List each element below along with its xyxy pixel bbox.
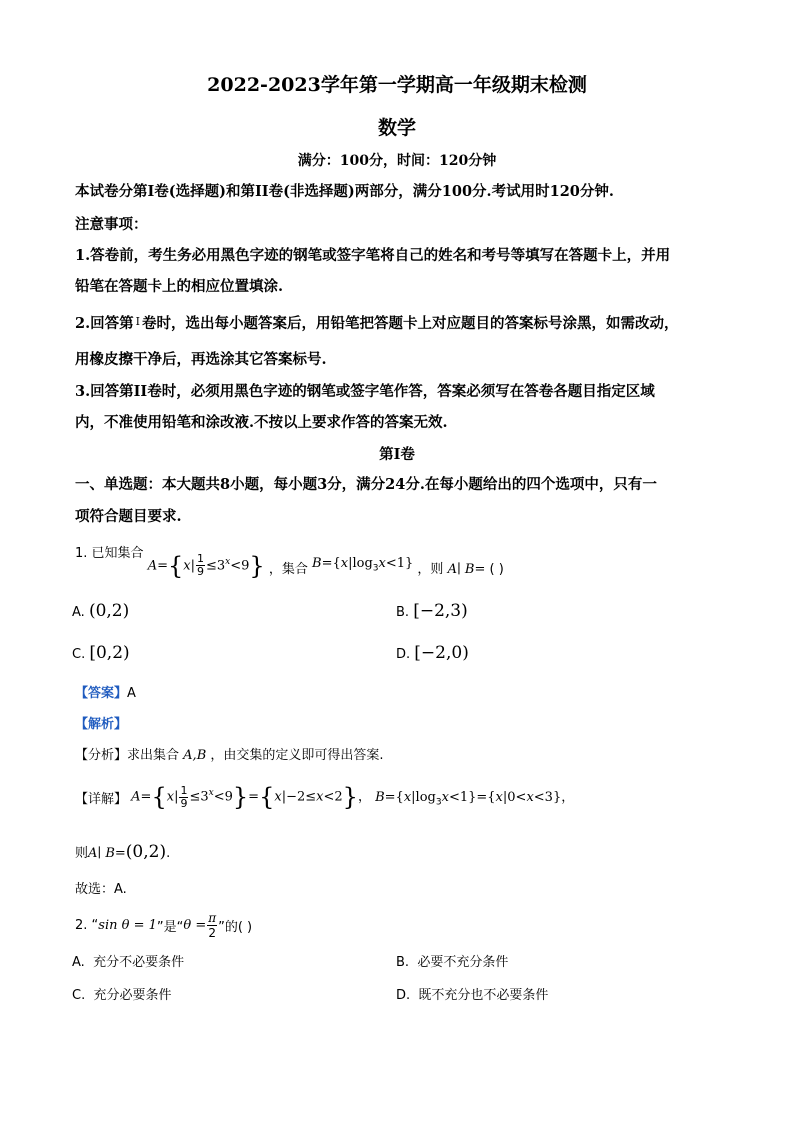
option-value: [−2,0) <box>414 643 469 663</box>
q1-option-c[interactable] <box>72 643 130 663</box>
q2-option-c[interactable] <box>72 984 172 1003</box>
option-value: [−2,3) <box>413 601 468 621</box>
q2-option-b[interactable] <box>396 951 508 970</box>
notice-1b: 铅笔在答题卡上的相应位置填涂. <box>75 278 284 295</box>
option-letter: D. <box>396 647 411 662</box>
q2-suffix: ”的( ) <box>218 920 253 935</box>
notice-2a <box>75 312 679 333</box>
q1-mid: ，集合 <box>268 562 308 577</box>
fenxi-label: 【分析】 <box>75 748 128 763</box>
option-letter: A. <box>72 955 85 970</box>
option-value: 充分必要条件 <box>93 988 172 1003</box>
q2-prefix: 2. “ <box>75 918 99 933</box>
q2-cond2-lhs: θ = <box>183 918 207 933</box>
q1-suffix: ，则 <box>417 562 444 577</box>
fenxi-pre: 求出集合 <box>127 748 180 763</box>
subject-title: 数学 <box>377 117 416 139</box>
q1-option-d[interactable] <box>396 643 469 663</box>
fenxi-post: ，由交集的定义即可得出答案. <box>210 748 384 763</box>
notice-2b: 用橡皮擦干净后，再选涂其它答案标号. <box>75 351 327 368</box>
notice-1a: 1.答卷前，考生务必用黑色字迹的钢笔或签字笔将自己的姓名和考号等填写在答题卡上，并用 <box>75 247 671 264</box>
q2-frac-num: π <box>208 911 217 925</box>
question-2 <box>75 911 252 940</box>
exam-meta: 满分：100分，时间：120分钟 <box>297 153 497 169</box>
option-letter: B. <box>396 955 410 970</box>
notice-2a-pre: 2.回答第 <box>75 315 134 332</box>
option-letter: B. <box>396 605 410 620</box>
intro-line: 本试卷分第I卷(选择题)和第II卷(非选择题)两部分，满分100分.考试用时120分钟. <box>75 183 614 200</box>
q2-option-a[interactable] <box>72 951 184 970</box>
intersection-expr: A∣ B= <box>447 562 486 577</box>
set-b-definition: $B=\{x|\log_3x<1\}$ <box>312 556 414 574</box>
page-title: 2022-2023学年第一学期高一年级期末检测 <box>207 74 587 96</box>
answer-line <box>75 682 136 701</box>
q2-cond2-frac <box>207 911 217 940</box>
fenxi-line <box>75 744 384 763</box>
fenxi-vars: A,B <box>183 748 207 763</box>
option-value: (0,2) <box>88 601 130 621</box>
q2-frac-den: 2 <box>208 926 216 940</box>
option-letter: A. <box>72 605 85 620</box>
notice-3a: 3.回答第II卷时，必须用黑色字迹的钢笔或签字笔作答，答案必须写在答卷各题目指定区域 <box>75 383 655 400</box>
q1-prefix: 1. 已知集合 <box>75 546 144 561</box>
answer-label: 【答案】 <box>75 686 128 701</box>
choose-line: 故选：A. <box>75 882 127 897</box>
conclusion-value: (0,2) <box>125 842 167 862</box>
analysis-label: 【解析】 <box>75 717 128 732</box>
option-value: 既不充分也不必要条件 <box>418 988 549 1003</box>
q2-mid: ”是“ <box>156 920 184 935</box>
q1-option-b[interactable] <box>396 601 468 621</box>
q1-paren: ( ) <box>489 562 504 577</box>
answer-value: A <box>127 686 136 701</box>
detail-set-b: $B=\{x|\log_3x<1\}=\{x|0<x<3\}$， <box>375 790 575 808</box>
option-value: 充分不必要条件 <box>93 955 185 970</box>
conclusion-pre: 则 <box>75 846 89 861</box>
q2-cond1: sin θ = 1 <box>98 918 157 933</box>
part1-heading-b: 项符合题目要求. <box>75 508 182 525</box>
conclusion-line: 则A∣ B=(0,2). <box>75 842 171 862</box>
question-1 <box>75 542 504 580</box>
option-letter: D. <box>396 988 411 1003</box>
notice-heading: 注意事项： <box>75 216 148 233</box>
detail-set-a: A={x| $\frac{1}{9}$ $\le 3^x<9\}=\{x|-2\le x<2\}$， <box>131 783 371 811</box>
detail-line <box>75 783 574 811</box>
detail-label: 【详解】 <box>75 791 128 807</box>
set-a-definition: A={x| $\frac{1}{9}$ $\le 3^x<9$} <box>147 551 265 580</box>
option-letter: C. <box>72 988 86 1003</box>
notice-2a-roman: I <box>135 315 140 328</box>
part1-heading-a: 一、单选题：本大题共8小题，每小题3分，满分24分.在每小题给出的四个选项中，只有一 <box>75 476 657 493</box>
notice-2a-post: 卷时，选出每小题答案后，用铅笔把答题卡上对应题目的答案标号涂黑，如需改动， <box>142 315 679 332</box>
q1-option-a[interactable] <box>72 601 129 621</box>
notice-3b: 内，不准使用铅笔和涂改液.不按以上要求作答的答案无效. <box>75 414 448 431</box>
section-title: 第I卷 <box>379 446 415 463</box>
option-letter: C. <box>72 647 86 662</box>
option-value: [0,2) <box>89 643 130 663</box>
q2-option-d[interactable] <box>396 984 548 1003</box>
option-value: 必要不充分条件 <box>417 955 509 970</box>
